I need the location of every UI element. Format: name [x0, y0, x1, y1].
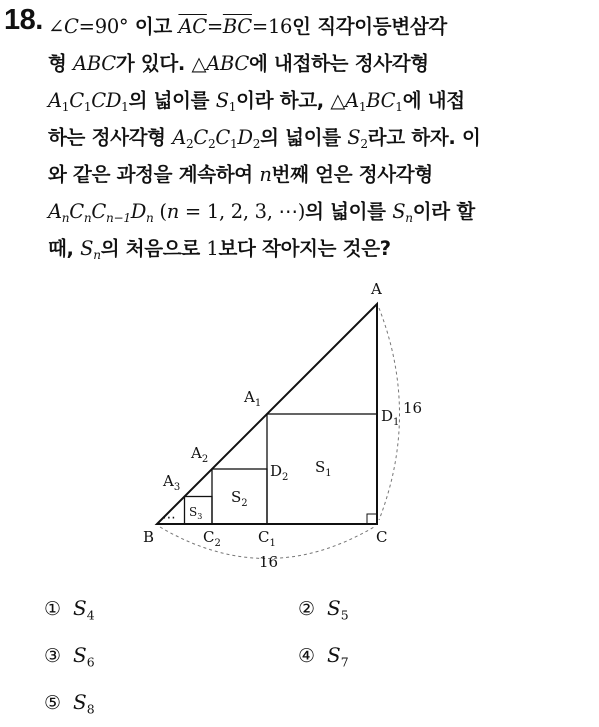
side-length-right: 16: [403, 399, 423, 417]
label-s2: $S_2$: [231, 488, 248, 509]
question-line-1: ∠C=90° 이고 $\overline{AC}=\overline{BC}=16$인 직각이등변삼각: [48, 15, 447, 38]
choice-2[interactable]: ② $S_5$: [298, 596, 349, 623]
label-s1: $S_1$: [315, 458, 332, 479]
label-d1: $D_1$: [381, 407, 400, 428]
label-s3: $S_3$: [189, 505, 203, 521]
label-a2: $A_2$: [191, 444, 209, 465]
question-line-5: 와 같은 과정을 계속하여 n번째 얻은 정사각형: [48, 163, 433, 186]
choice-5[interactable]: ⑤ $S_8$: [44, 690, 95, 717]
ellipsis-dots: ⋯: [162, 510, 176, 526]
side-length-bottom: 16: [259, 553, 279, 571]
label-d2: $D_2$: [270, 462, 289, 483]
question-line-6: $A_nC_nC_{n-1}D_n$ (n = 1, 2, 3, ⋯)의 넓이를 $S_n$이라 할: [48, 200, 475, 226]
label-c1: $C_1$: [258, 528, 276, 549]
label-a1: $A_1$: [244, 388, 262, 409]
question-line-3: $A_1C_1CD_1$의 넓이를 $S_1$이라 하고, $\triangle A_1BC_1$에 내접: [48, 89, 465, 115]
label-c2: $C_2$: [203, 528, 221, 549]
question-number: 18.: [4, 4, 43, 36]
question-line-2: 형 ABC가 있다. △ABC에 내접하는 정사각형: [48, 52, 429, 75]
choice-4[interactable]: ④ $S_7$: [298, 643, 349, 670]
label-c: C: [376, 528, 388, 546]
choice-1[interactable]: ① $S_4$: [44, 596, 95, 623]
right-angle-mark: [367, 514, 377, 524]
label-a: A: [371, 280, 382, 298]
label-a3: $A_3$: [163, 472, 181, 493]
label-b: B: [143, 528, 155, 546]
question-line-7: 때, $S_n$의 처음으로 1보다 작아지는 것은?: [48, 237, 391, 263]
question-line-4: 하는 정사각형 $A_2C_2C_1D_2$의 넓이를 $S_2$라고 하자. 이: [48, 126, 481, 152]
choice-3[interactable]: ③ $S_6$: [44, 643, 95, 670]
